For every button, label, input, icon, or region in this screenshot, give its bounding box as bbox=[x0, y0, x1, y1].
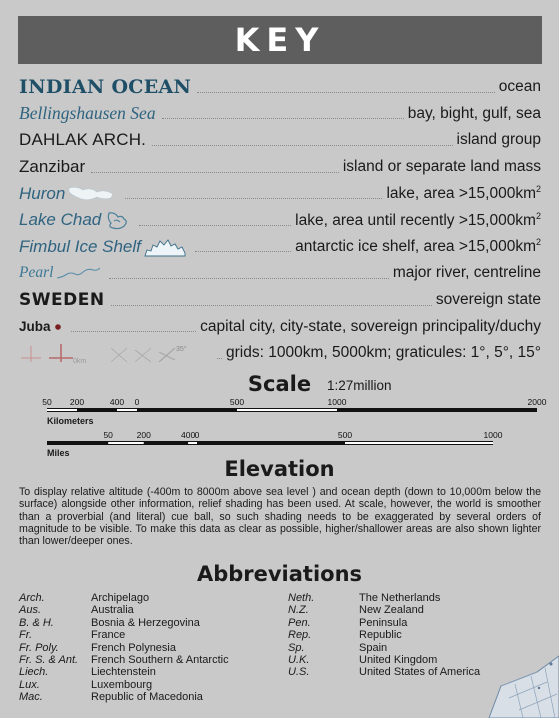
legend-desc-grids: grids: 1000km, 5000km; graticules: 1°, 5°, 15° bbox=[226, 344, 541, 362]
lake-swatch-icon bbox=[67, 184, 121, 204]
abbreviation-row bbox=[288, 629, 480, 641]
abbreviation-row bbox=[19, 666, 229, 678]
scale-tick-label: 0 bbox=[134, 397, 140, 407]
legend-row-country bbox=[19, 287, 541, 314]
grid-label-35: 35° bbox=[176, 346, 187, 354]
elevation-description: To display relative altitude (-400m to 8000m above sea level ) and ocean depth (down to 10,000m below the surface) alongside other information, relief shading has been used. At scale, however, the world is smoother than a proverbial (and literal) cue ball, so such shading needs to be exaggerated by several orders of magnitude to be visible. To make this data as clear as possible, higher/shallower areas are also shown lighter than lower/deeper ones. bbox=[19, 486, 541, 548]
elevation-title: Elevation bbox=[224, 457, 335, 481]
abbreviation-key: U.S. bbox=[288, 666, 310, 679]
legend-desc-river: major river, centreline bbox=[392, 264, 541, 282]
scale-segment-left-white bbox=[188, 442, 197, 444]
grid-label-0km: 0km bbox=[73, 358, 87, 366]
legend-desc-capital: capital city, city-state, sovereign principality/duchy bbox=[200, 317, 541, 335]
scale-tick-label: 2000 bbox=[527, 397, 547, 407]
abbreviation-key: Rep. bbox=[288, 629, 312, 642]
abbreviation-value: French Southern & Antarctic bbox=[91, 653, 229, 666]
scale-segment-left-white bbox=[108, 442, 144, 444]
km-scale-bar bbox=[42, 396, 547, 422]
abbreviation-row bbox=[288, 604, 480, 616]
river-line-icon bbox=[55, 265, 105, 281]
abbreviation-value: The Netherlands bbox=[359, 592, 441, 604]
legend-name-country: SWEDEN bbox=[19, 290, 105, 311]
scale-tick-label: 0 bbox=[194, 430, 200, 440]
abbreviation-row bbox=[19, 604, 229, 616]
legend-list bbox=[19, 74, 541, 367]
scale-bar-graphic bbox=[47, 429, 542, 455]
abbreviation-key: Fr. Poly. bbox=[19, 641, 59, 654]
grid-graticule-icon bbox=[19, 342, 213, 364]
abbreviation-key: U.K. bbox=[288, 653, 310, 666]
legend-row-lake bbox=[19, 180, 541, 207]
legend-row-former-lake bbox=[19, 207, 541, 234]
legend-desc-country: sovereign state bbox=[435, 291, 541, 309]
abbreviation-row bbox=[288, 666, 480, 678]
abbreviation-value: Liechtenstein bbox=[91, 666, 156, 679]
legend-row-island bbox=[19, 154, 541, 181]
ice-shelf-swatch-icon bbox=[143, 236, 191, 258]
legend-row-ice-shelf bbox=[19, 234, 541, 261]
abbreviation-row bbox=[288, 592, 480, 604]
abbreviation-key: Pen. bbox=[288, 616, 311, 629]
scale-tick-label: 200 bbox=[136, 430, 151, 440]
scale-tick-label: 500 bbox=[337, 430, 353, 440]
legend-name-ice-shelf: Fimbul Ice Shelf bbox=[19, 236, 141, 256]
scale-segment-left-white bbox=[117, 409, 137, 411]
dot-leader bbox=[162, 118, 404, 119]
legend-row-ocean bbox=[19, 74, 541, 101]
abbreviation-value: Spain bbox=[359, 641, 388, 654]
abbreviation-value: Luxembourg bbox=[91, 678, 153, 691]
legend-desc-island: island or separate land mass bbox=[342, 158, 541, 176]
scale-segment bbox=[197, 441, 345, 445]
key-header bbox=[18, 16, 542, 64]
legend-name-former-lake: Lake Chad bbox=[19, 210, 102, 230]
scale-segment-white bbox=[345, 442, 493, 444]
abbreviations-left-column bbox=[19, 592, 229, 704]
scale-segment-left-white bbox=[47, 409, 77, 411]
dot-leader bbox=[217, 358, 222, 359]
abbreviation-row bbox=[19, 642, 229, 654]
abbreviation-key: Neth. bbox=[288, 592, 315, 604]
legend-desc-island-group: island group bbox=[456, 131, 541, 149]
abbreviation-key: Fr. bbox=[19, 629, 33, 642]
scale-ratio: 1:27million bbox=[327, 378, 392, 393]
abbreviation-value: Peninsula bbox=[359, 616, 408, 629]
abbreviation-key: Arch. bbox=[19, 592, 45, 604]
abbreviation-value: United States of America bbox=[359, 666, 481, 679]
scale-tick-label: 200 bbox=[69, 397, 85, 407]
abbreviation-row bbox=[19, 654, 229, 666]
dot-leader bbox=[91, 172, 339, 173]
key-title: KEY bbox=[234, 21, 326, 59]
abbreviation-key: Mac. bbox=[19, 691, 43, 704]
km-unit-label: Kilometers bbox=[47, 416, 94, 426]
legend-desc-former-lake: lake, area until recently $>15,000km^2$ bbox=[295, 210, 541, 229]
legend-name-ocean: INDIAN OCEAN bbox=[19, 76, 192, 99]
abbreviations-right-column bbox=[288, 592, 480, 679]
abbreviation-row bbox=[288, 642, 480, 654]
abbreviation-value: French Polynesia bbox=[91, 641, 176, 654]
legend-row-sea bbox=[19, 101, 541, 128]
abbreviation-key: Sp. bbox=[288, 641, 305, 654]
scale-tick-label: 1000 bbox=[483, 430, 503, 440]
abbreviation-value: France bbox=[91, 629, 126, 642]
dot-leader bbox=[109, 278, 388, 279]
legend-desc-ice-shelf: antarctic ice shelf, area $>15,000km^2$ bbox=[295, 237, 541, 256]
abbreviation-value: Australia bbox=[91, 604, 134, 617]
abbreviation-value: Republic bbox=[359, 629, 402, 642]
abbreviation-value: Republic of Macedonia bbox=[91, 691, 203, 704]
map-corner-decoration bbox=[479, 648, 559, 718]
scale-bar-graphic bbox=[42, 396, 547, 422]
dot-leader bbox=[71, 331, 197, 332]
legend-name-lake: Huron bbox=[19, 183, 66, 203]
abbreviation-row bbox=[288, 654, 480, 666]
abbreviation-row bbox=[19, 592, 229, 604]
legend-desc-sea: bay, bight, gulf, sea bbox=[407, 104, 541, 122]
legend-name-island-group: DAHLAK ARCH. bbox=[19, 130, 147, 150]
scale-tick-label: 50 bbox=[103, 430, 113, 440]
scale-tick-label: 1000 bbox=[327, 397, 347, 407]
dot-leader bbox=[152, 145, 452, 146]
legend-row-capital bbox=[19, 313, 541, 340]
abbreviation-value: United Kingdom bbox=[359, 653, 438, 666]
scale-segment-white bbox=[237, 409, 337, 411]
dot-leader bbox=[197, 92, 495, 93]
scale-tick-label: 500 bbox=[229, 397, 245, 407]
dot-leader bbox=[111, 305, 432, 306]
legend-name-capital: Juba bbox=[19, 319, 51, 335]
legend-name-river: Pearl bbox=[19, 264, 54, 282]
legend-row-river bbox=[19, 260, 541, 287]
miles-scale-bar bbox=[47, 429, 542, 455]
legend-desc-lake: lake, area $>15,000km^2$ bbox=[386, 184, 541, 203]
former-lake-outline-icon bbox=[103, 209, 135, 231]
abbreviation-key: Lux. bbox=[19, 678, 40, 691]
abbreviation-key: Aus. bbox=[19, 604, 42, 617]
scale-segment bbox=[137, 408, 237, 412]
legend-desc-ocean: ocean bbox=[498, 78, 541, 96]
scale-segment bbox=[337, 408, 537, 412]
legend-row-grids bbox=[19, 340, 541, 367]
legend-row-island-group bbox=[19, 127, 541, 154]
dot-leader bbox=[195, 251, 291, 252]
abbreviation-row bbox=[19, 629, 229, 641]
abbreviation-key: N.Z. bbox=[288, 604, 309, 617]
abbreviation-row bbox=[19, 691, 229, 703]
abbreviation-key: Fr. S. & Ant. bbox=[19, 653, 79, 666]
legend-name-island: Zanzibar bbox=[19, 157, 86, 177]
scale-tick-label: 400 bbox=[181, 430, 196, 440]
abbreviation-key: B. & H. bbox=[19, 616, 54, 629]
scale-tick-label: 400 bbox=[109, 397, 125, 407]
abbreviation-value: Bosnia & Herzegovina bbox=[91, 616, 200, 629]
scale-tick-label: 50 bbox=[42, 397, 52, 407]
abbreviation-row bbox=[288, 617, 480, 629]
legend-name-sea: Bellingshausen Sea bbox=[19, 103, 156, 124]
dot-leader bbox=[139, 225, 291, 226]
abbreviation-row bbox=[19, 679, 229, 691]
capital-dot-icon bbox=[53, 322, 67, 332]
abbreviation-row bbox=[19, 617, 229, 629]
abbreviation-value: New Zealand bbox=[359, 604, 424, 617]
scale-title: Scale bbox=[247, 372, 312, 396]
miles-unit-label: Miles bbox=[47, 448, 70, 458]
abbreviations-title: Abbreviations bbox=[196, 562, 363, 586]
abbreviation-value: Archipelago bbox=[91, 592, 150, 604]
dot-leader bbox=[125, 198, 382, 199]
abbreviation-key: Liech. bbox=[19, 666, 49, 679]
